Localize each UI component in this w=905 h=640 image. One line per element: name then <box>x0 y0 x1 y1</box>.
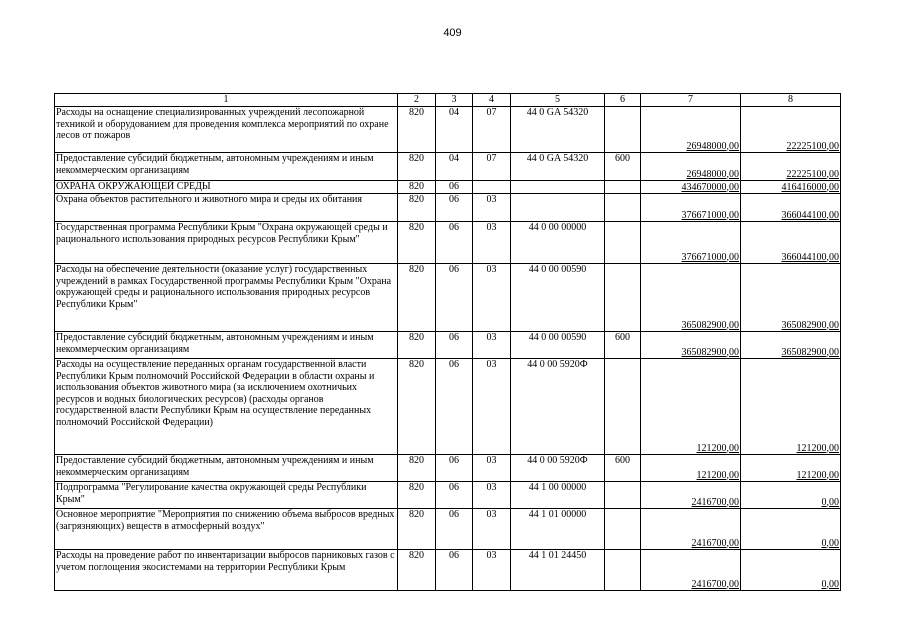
row-name: Предоставление субсидий бюджетным, автономным учреждениям и иным некоммерческим организациям <box>55 153 398 181</box>
row-name: Расходы на обеспечение деятельности (оказание услуг) государственных учреждений в рамках Государственной программы Республики Крым "Охрана окружающей среды и рационального использования природных ресурсов Республики Крым" <box>55 264 398 332</box>
table-row <box>55 482 841 509</box>
row-expense-type <box>605 222 641 264</box>
row-section: 06 <box>436 482 473 509</box>
row-target-code: 44 0 GA 54320 <box>511 107 605 153</box>
col-header-4: 4 <box>473 94 511 107</box>
row-name: Расходы на оснащение специализированных учреждений лесопожарной техникой и оборудованием для проведения комплекса мероприятий по охране лесов от пожаров <box>55 107 398 153</box>
row-target-code: 44 0 00 5920Ф <box>511 359 605 455</box>
row-admin-code: 820 <box>398 455 436 482</box>
row-target-code: 44 0 00 5920Ф <box>511 455 605 482</box>
table-row <box>55 264 841 332</box>
row-target-code: 44 0 00 00000 <box>511 222 605 264</box>
row-subsection: 03 <box>473 509 511 550</box>
row-name: Предоставление субсидий бюджетным, автономным учреждениям и иным некоммерческим организациям <box>55 332 398 359</box>
row-expense-type <box>605 107 641 153</box>
page-number: 409 <box>443 27 462 39</box>
row-amount-year1: 376671000,00 <box>681 251 739 263</box>
row-amount-year2: 0,00 <box>821 496 839 508</box>
row-admin-code: 820 <box>398 550 436 591</box>
row-amount-year2: 0,00 <box>821 578 839 590</box>
table-row <box>55 332 841 359</box>
row-admin-code: 820 <box>398 509 436 550</box>
row-amount-year1: 2416700,00 <box>691 496 739 508</box>
row-subsection: 07 <box>473 153 511 181</box>
row-amount-year2: 0,00 <box>821 537 839 549</box>
row-target-code: 44 0 GA 54320 <box>511 153 605 181</box>
row-admin-code: 820 <box>398 181 436 194</box>
row-section: 06 <box>436 194 473 222</box>
row-amount-year2: 121200,00 <box>796 442 839 454</box>
row-section: 04 <box>436 107 473 153</box>
row-amount-year2: 22225100,00 <box>786 168 839 180</box>
row-target-code: 44 1 01 00000 <box>511 509 605 550</box>
row-name: Подпрограмма "Регулирование качества окружающей среды Республики Крым" <box>55 482 398 509</box>
row-subsection: 03 <box>473 482 511 509</box>
row-expense-type: 600 <box>605 455 641 482</box>
row-expense-type <box>605 264 641 332</box>
row-admin-code: 820 <box>398 332 436 359</box>
col-header-8: 8 <box>741 94 841 107</box>
row-section: 06 <box>436 222 473 264</box>
row-subsection: 03 <box>473 550 511 591</box>
row-section: 06 <box>436 181 473 194</box>
row-amount-year1: 26948000,00 <box>686 168 739 180</box>
row-admin-code: 820 <box>398 107 436 153</box>
row-target-code <box>511 181 605 194</box>
row-amount-year1: 365082900,00 <box>681 346 739 358</box>
row-amount-year2: 366044100,00 <box>781 209 839 221</box>
row-name: Охрана объектов растительного и животного мира и среды их обитания <box>55 194 398 222</box>
table-row <box>55 509 841 550</box>
row-amount-year2: 416416000,00 <box>781 181 839 193</box>
row-target-code: 44 1 01 24450 <box>511 550 605 591</box>
row-subsection: 07 <box>473 107 511 153</box>
row-amount-year1: 26948000,00 <box>686 140 739 152</box>
row-amount-year1: 365082900,00 <box>681 319 739 331</box>
budget-table <box>54 93 841 591</box>
row-amount-year2: 366044100,00 <box>781 251 839 263</box>
row-name: ОХРАНА ОКРУЖАЮЩЕЙ СРЕДЫ <box>55 181 398 194</box>
table-row <box>55 455 841 482</box>
row-subsection: 03 <box>473 264 511 332</box>
table-row <box>55 222 841 264</box>
row-name: Расходы на осуществление переданных органам государственной власти Республики Крым полномочий Российской Федерации в области охраны и использования объектов животного мира (за исключением охотничьих ресурсов и водных биологических ресурсов) (расходы органов государственной власти Республики Крым на осуществление переданных полномочий Российской Федерации) <box>55 359 398 455</box>
row-subsection: 03 <box>473 455 511 482</box>
row-admin-code: 820 <box>398 482 436 509</box>
header-row <box>55 94 841 107</box>
row-admin-code: 820 <box>398 264 436 332</box>
row-amount-year1: 434670000,00 <box>681 181 739 193</box>
row-target-code <box>511 194 605 222</box>
table-row <box>55 181 841 194</box>
row-name: Предоставление субсидий бюджетным, автономным учреждениям и иным некоммерческим организациям <box>55 455 398 482</box>
row-admin-code: 820 <box>398 194 436 222</box>
row-section: 06 <box>436 332 473 359</box>
col-header-2: 2 <box>398 94 436 107</box>
row-expense-type <box>605 550 641 591</box>
row-name: Расходы на проведение работ по инвентаризации выбросов парниковых газов с учетом поглощения экосистемами на территории Республики Крым <box>55 550 398 591</box>
table-row <box>55 359 841 455</box>
col-header-1: 1 <box>55 94 398 107</box>
row-name: Основное мероприятие "Мероприятия по снижению объема выбросов вредных (загрязняющих) веществ в атмосферный воздух" <box>55 509 398 550</box>
row-amount-year2: 121200,00 <box>796 469 839 481</box>
row-subsection: 03 <box>473 359 511 455</box>
row-admin-code: 820 <box>398 359 436 455</box>
col-header-7: 7 <box>641 94 741 107</box>
row-section: 06 <box>436 550 473 591</box>
row-expense-type <box>605 359 641 455</box>
row-expense-type: 600 <box>605 332 641 359</box>
row-amount-year1: 121200,00 <box>696 442 739 454</box>
row-expense-type <box>605 509 641 550</box>
table-row <box>55 153 841 181</box>
row-section: 06 <box>436 509 473 550</box>
row-section: 06 <box>436 264 473 332</box>
row-expense-type <box>605 482 641 509</box>
row-subsection <box>473 181 511 194</box>
row-admin-code: 820 <box>398 222 436 264</box>
row-amount-year1: 376671000,00 <box>681 209 739 221</box>
row-amount-year2: 365082900,00 <box>781 319 839 331</box>
col-header-3: 3 <box>436 94 473 107</box>
row-target-code: 44 1 00 00000 <box>511 482 605 509</box>
row-admin-code: 820 <box>398 153 436 181</box>
row-expense-type <box>605 194 641 222</box>
row-section: 06 <box>436 359 473 455</box>
row-expense-type: 600 <box>605 153 641 181</box>
table-row <box>55 194 841 222</box>
row-expense-type <box>605 181 641 194</box>
row-amount-year1: 2416700,00 <box>691 578 739 590</box>
row-name: Государственная программа Республики Крым "Охрана окружающей среды и рационального использования природных ресурсов Республики Крым" <box>55 222 398 264</box>
row-subsection: 03 <box>473 194 511 222</box>
row-section: 04 <box>436 153 473 181</box>
table-row <box>55 107 841 153</box>
table-row <box>55 550 841 591</box>
row-amount-year2: 365082900,00 <box>781 346 839 358</box>
row-amount-year1: 121200,00 <box>696 469 739 481</box>
col-header-6: 6 <box>605 94 641 107</box>
row-subsection: 03 <box>473 332 511 359</box>
row-section: 06 <box>436 455 473 482</box>
row-target-code: 44 0 00 00590 <box>511 264 605 332</box>
row-amount-year1: 2416700,00 <box>691 537 739 549</box>
row-amount-year2: 22225100,00 <box>786 140 839 152</box>
col-header-5: 5 <box>511 94 605 107</box>
row-subsection: 03 <box>473 222 511 264</box>
row-target-code: 44 0 00 00590 <box>511 332 605 359</box>
